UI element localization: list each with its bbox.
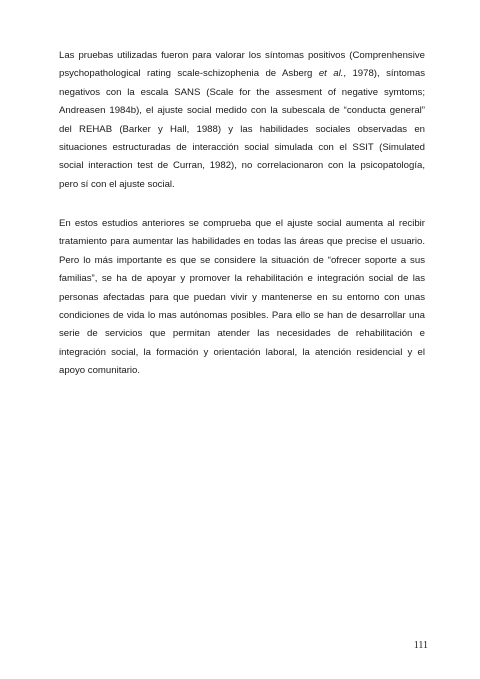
paragraph-text-segment: , 1978), síntomas negativos con la escala SANS (Scale for the assesment of negative symtoms; Andreasen 1984b), el ajuste social medido con la subescala de “conducta general” del REHAB (Barker y Hall, 1988) y las habilidades sociales observadas en situaciones estructuradas de interacción social simulada con el SSIT (Simulated social interaction test de Curran, 1982), no correlacionaron con la psicopatología, pero sí con el ajuste social. xyxy=(59,68,425,190)
paragraph-italic-citation: et al. xyxy=(318,68,344,80)
paragraph-text: En estos estudios anteriores se comprueba que el ajuste social aumenta al recibir tratamiento para aumentar las habilidades en todas las áreas que precise el usuario. Pero lo más importante es que se considere la situación de “ofrecer soporte a sus familias”, se ha de apoyar y promover la rehabilitación e integración social de las personas afectadas para que puedan vivir y mantenerse en su entorno con unas condiciones de vida lo mas autónomas posibles. Para ello se han de desarrollar una serie de servicios que permitan atender las necesidades de rehabilitación e integración social, la formación y orientación laboral, la atención residencial y el apoyo comunitario. xyxy=(59,218,425,377)
page-number: 111 xyxy=(413,640,428,651)
paragraph-social-adjustment xyxy=(59,215,425,381)
paragraph-measurement-tests xyxy=(59,47,425,194)
paragraph-text-segment: Las pruebas utilizadas fueron para valorar los síntomas positivos (Comprenhensive psychopathological rating scale-schizophenia de Asberg xyxy=(59,50,425,80)
